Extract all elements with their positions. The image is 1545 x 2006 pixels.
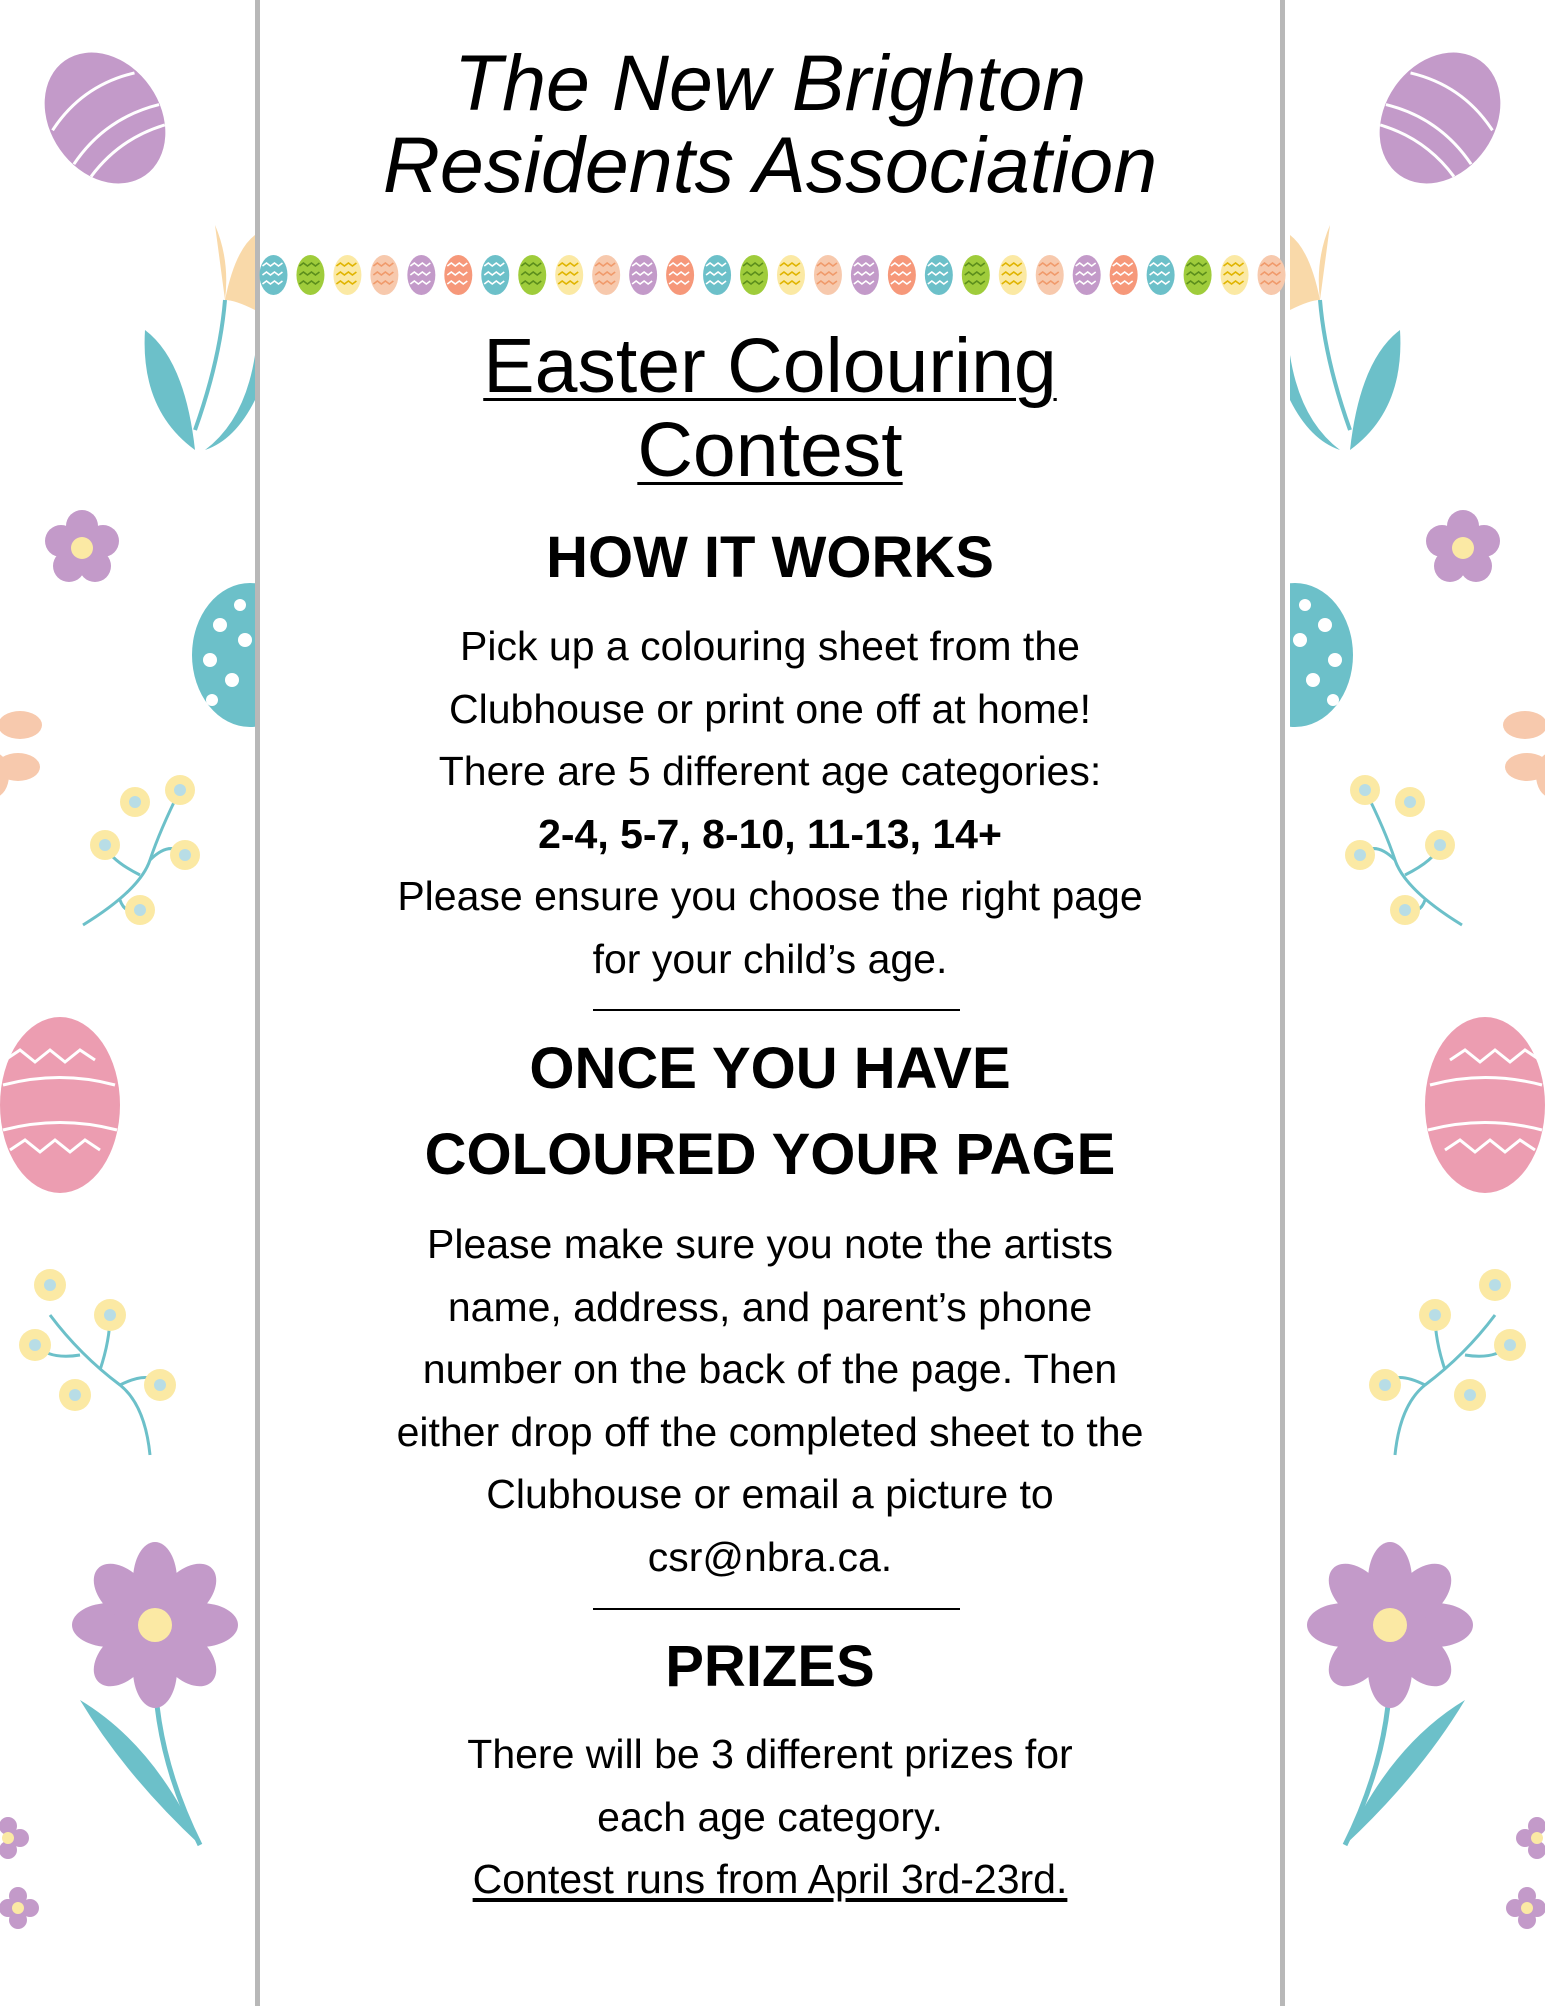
age-categories: 2-4, 5-7, 8-10, 11-13, 14+ bbox=[538, 810, 1002, 857]
zigzag-egg-icon bbox=[1425, 1017, 1545, 1193]
garland-egg bbox=[629, 255, 657, 295]
contact-email: csr@nbra.ca. bbox=[647, 1533, 893, 1580]
large-flower-icon bbox=[1307, 1542, 1473, 1845]
garland-egg bbox=[370, 255, 398, 295]
how-it-works-line4: Please ensure you choose the right page bbox=[397, 873, 1143, 919]
prizes-line1: There will be 3 different prizes for bbox=[467, 1731, 1073, 1777]
garland-egg bbox=[333, 255, 361, 295]
how-it-works-line1: Pick up a colouring sheet from the bbox=[460, 623, 1080, 669]
garland-egg bbox=[777, 255, 805, 295]
daisy-sprig-icon bbox=[1345, 775, 1462, 925]
garland-egg bbox=[592, 255, 620, 295]
garland-egg bbox=[1258, 255, 1286, 295]
garland-egg bbox=[999, 255, 1027, 295]
once-coloured-line2: name, address, and parent’s phone bbox=[447, 1283, 1093, 1330]
zigzag-egg-icon bbox=[0, 1017, 120, 1193]
how-it-works-text bbox=[260, 615, 1280, 990]
flower-icon bbox=[45, 510, 119, 582]
prizes-text bbox=[260, 1723, 1280, 1911]
purple-egg-icon bbox=[20, 29, 190, 207]
daisy-sprig-icon bbox=[83, 775, 200, 925]
garland-egg bbox=[888, 255, 916, 295]
peach-flower-icon bbox=[1503, 711, 1545, 797]
garland-egg bbox=[518, 255, 546, 295]
daisy-sprig-icon bbox=[19, 1269, 176, 1455]
small-flowers-icon bbox=[1506, 1817, 1545, 1929]
how-it-works-heading: HOW IT WORKS bbox=[546, 525, 994, 590]
garland-egg bbox=[814, 255, 842, 295]
garland-egg bbox=[1184, 255, 1212, 295]
garland-egg bbox=[962, 255, 990, 295]
garland-egg bbox=[407, 255, 435, 295]
garland-egg bbox=[1147, 255, 1175, 295]
garland-egg bbox=[740, 255, 768, 295]
purple-egg-icon bbox=[1355, 29, 1525, 207]
contest-title-line1: Easter Colouring bbox=[483, 323, 1057, 409]
how-it-works-line3: There are 5 different age categories: bbox=[438, 748, 1102, 794]
how-it-works-line5: for your child’s age. bbox=[592, 935, 948, 982]
garland-egg bbox=[851, 255, 879, 295]
garland-egg bbox=[666, 255, 694, 295]
once-coloured-heading-line2: COLOURED YOUR PAGE bbox=[424, 1122, 1116, 1187]
egg-garland-icon bbox=[255, 245, 1290, 305]
polka-dot-egg-icon bbox=[1290, 583, 1353, 727]
polka-dot-egg-icon bbox=[192, 583, 255, 727]
small-flowers-icon bbox=[0, 1817, 39, 1929]
tulip-icon bbox=[145, 225, 255, 450]
large-flower-icon bbox=[72, 1542, 238, 1845]
once-coloured-text bbox=[260, 1213, 1280, 1588]
daisy-sprig-icon bbox=[1369, 1269, 1526, 1455]
section-divider bbox=[593, 1608, 960, 1610]
garland-egg bbox=[1110, 255, 1138, 295]
once-coloured-heading-line1: ONCE YOU HAVE bbox=[529, 1036, 1011, 1101]
once-coloured-line3: number on the back of the page. Then bbox=[422, 1346, 1118, 1392]
section-divider bbox=[593, 1009, 960, 1011]
contest-dates: Contest runs from April 3rd-23rd. bbox=[472, 1856, 1068, 1902]
once-coloured-line5: Clubhouse or email a picture to bbox=[486, 1471, 1054, 1517]
left-floral-decoration bbox=[0, 0, 255, 2000]
tulip-icon bbox=[1290, 225, 1400, 450]
garland-egg bbox=[1036, 255, 1064, 295]
prizes-heading: PRIZES bbox=[665, 1634, 875, 1699]
prizes-line2: each age category. bbox=[597, 1793, 943, 1840]
organization-title-line2: Residents Association bbox=[382, 120, 1158, 209]
garland-egg bbox=[481, 255, 509, 295]
garland-egg bbox=[296, 255, 324, 295]
garland-egg bbox=[1221, 255, 1249, 295]
once-coloured-line1: Please make sure you note the artists bbox=[427, 1221, 1113, 1267]
peach-flower-icon bbox=[0, 711, 42, 797]
garland-egg bbox=[703, 255, 731, 295]
garland-egg bbox=[1073, 255, 1101, 295]
garland-egg bbox=[444, 255, 472, 295]
flower-icon bbox=[1426, 510, 1500, 582]
contest-title-line2: Contest bbox=[637, 407, 903, 493]
contest-title bbox=[260, 324, 1280, 492]
organization-title-line1: The New Brighton bbox=[453, 38, 1087, 127]
garland-egg bbox=[925, 255, 953, 295]
garland-egg bbox=[555, 255, 583, 295]
how-it-works-line2: Clubhouse or print one off at home! bbox=[449, 685, 1091, 732]
right-floral-decoration bbox=[1290, 0, 1545, 2000]
garland-egg bbox=[259, 255, 287, 295]
organization-title bbox=[260, 38, 1280, 209]
once-coloured-line4: either drop off the completed sheet to the bbox=[396, 1408, 1144, 1455]
